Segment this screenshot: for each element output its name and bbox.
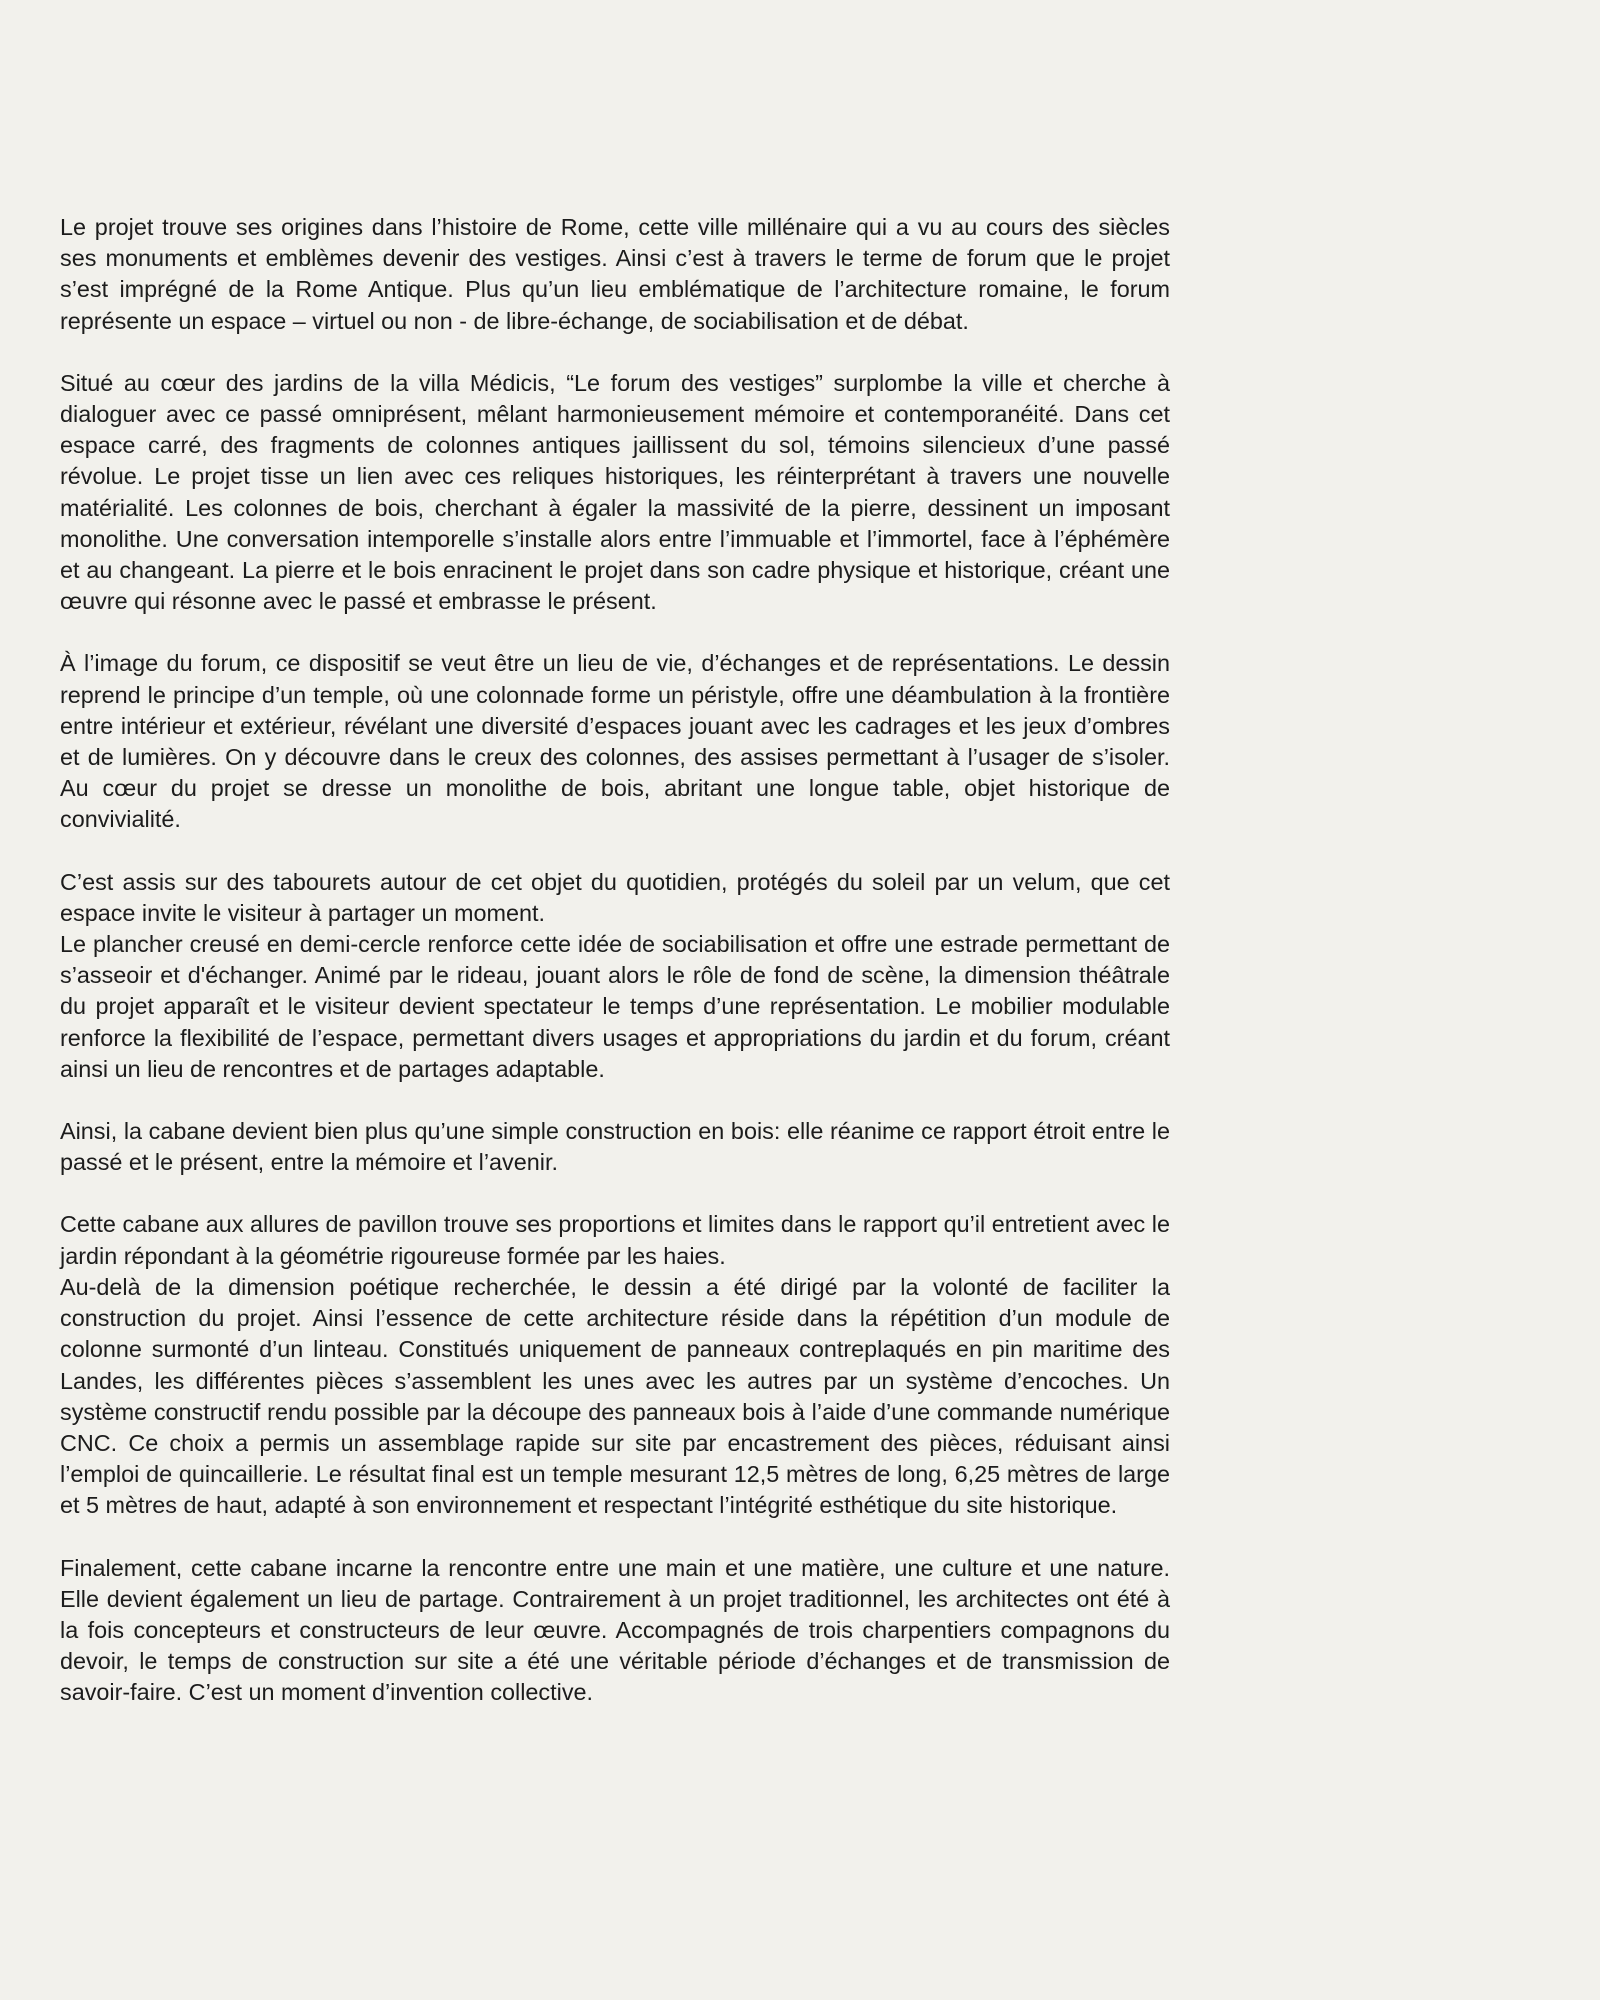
paragraph-rome-origins	[60, 212, 1170, 337]
paragraph-tabourets	[60, 867, 1170, 1085]
paragraph-text: Cette cabane aux allures de pavillon trouve ses proportions et limites dans le rapport qu’il entretient avec le jardin répondant à la géométrie rigoureuse formée par les haies.	[60, 1211, 1170, 1269]
paragraph-text: À l’image du forum, ce dispositif se veut être un lieu de vie, d’échanges et de représentations. Le dessin reprend le principe d’un temple, où une colonnade forme un péristyle, offre une déambulation à la frontière entre intérieur et extérieur, révélant une diversité d’espaces jouant avec les cadrages et les jeux d’ombres et de lumières. On y découvre dans le creux des colonnes, des assises permettant à l’usager de s’isoler. Au cœur du projet se dresse un monolithe de bois, abritant une longue table, objet historique de convivialité.	[60, 650, 1170, 833]
paragraph-text: Finalement, cette cabane incarne la rencontre entre une main et une matière, une culture et une nature. Elle devient également un lieu de partage. Contrairement à un projet traditionnel, les architectes ont été à la fois concepteurs et constructeurs de leur œuvre. Accompagnés de trois charpentiers compagnons du devoir, le temps de construction sur site a été une véritable période d’échanges et de transmission de savoir-faire. C’est un moment d’invention collective.	[60, 1554, 1170, 1706]
paragraph-text: Ainsi, la cabane devient bien plus qu’une simple construction en bois: elle réanime ce rapport étroit entre le passé et le présent, entre la mémoire et l’avenir.	[60, 1118, 1170, 1176]
paragraph-villa-medicis	[60, 368, 1170, 618]
paragraph-forum-image	[60, 648, 1170, 835]
paragraph-text: C’est assis sur des tabourets autour de cet objet du quotidien, protégés du soleil par un velum, que cet espace invite le visiteur à partager un moment.	[60, 868, 1170, 926]
document-body	[60, 212, 1170, 1740]
paragraph-finalement	[60, 1553, 1170, 1709]
paragraph-cabane-bois	[60, 1116, 1170, 1178]
paragraph-text: Le plancher creusé en demi-cercle renforce cette idée de sociabilisation et offre une estrade permettant de s’asseoir et d'échanger. Animé par le rideau, jouant alors le rôle de fond de scène, la dimension théâtrale du projet apparaît et le visiteur devient spectateur le temps d’une représentation. Le mobilier modulable renforce la flexibilité de l’espace, permettant divers usages et appropriations du jardin et du forum, créant ainsi un lieu de rencontres et de partages adaptable.	[60, 931, 1170, 1082]
paragraph-text: Situé au cœur des jardins de la villa Médicis, “Le forum des vestiges” surplombe la ville et cherche à dialoguer avec ce passé omniprésent, mêlant harmonieusement mémoire et contemporanéité. Dans cet espace carré, des fragments de colonnes antiques jaillissent du sol, témoins silencieux d’une passé révolue. Le projet tisse un lien avec ces reliques historiques, les réinterprétant à travers une nouvelle matérialité. Les colonnes de bois, cherchant à égaler la massivité de la pierre, dessinent un imposant monolithe. Une conversation intemporelle s’installe alors entre l’immuable et l’immortel, face à l’éphémère et au changeant. La pierre et le bois enracinent le projet dans son cadre physique et historique, créant une œuvre qui résonne avec le passé et embrasse le présent.	[60, 369, 1170, 615]
paragraph-construction	[60, 1209, 1170, 1521]
paragraph-text: Au-delà de la dimension poétique recherchée, le dessin a été dirigé par la volonté de faciliter la construction du projet. Ainsi l’essence de cette architecture réside dans la répétition d’un module de colonne surmonté d’un linteau. Constitués uniquement de panneaux contreplaqués en pin maritime des Landes, les différentes pièces s’assemblent les unes avec les autres par un système d’encoches. Un système constructif rendu possible par la découpe des panneaux bois à l’aide d’une commande numérique CNC. Ce choix a permis un assemblage rapide sur site par encastrement des pièces, réduisant ainsi l’emploi de quincaillerie. Le résultat final est un temple mesurant 12,5 mètres de long, 6,25 mètres de large et 5 mètres de haut, adapté à son environnement et respectant l’intégrité esthétique du site historique.	[60, 1273, 1170, 1519]
paragraph-text: Le projet trouve ses origines dans l’histoire de Rome, cette ville millénaire qui a vu au cours des siècles ses monuments et emblèmes devenir des vestiges. Ainsi c’est à travers le terme de forum que le projet s’est imprégné de la Rome Antique. Plus qu’un lieu emblématique de l’architecture romaine, le forum représente un espace – virtuel ou non - de libre-échange, de sociabilisation et de débat.	[60, 214, 1170, 334]
